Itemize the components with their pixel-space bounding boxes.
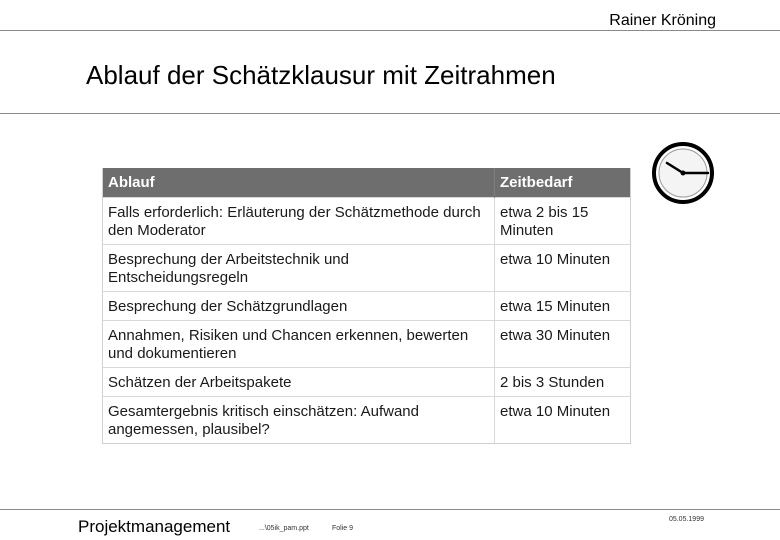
schedule-table <box>102 168 631 444</box>
time-cell: 2 bis 3 Stunden <box>495 368 631 397</box>
header-divider <box>0 30 780 31</box>
table-row <box>103 368 630 397</box>
step-cell: Besprechung der Schätzgrundlagen <box>103 292 495 321</box>
course-name: Projektmanagement <box>78 517 231 536</box>
slide-title: Ablauf der Schätzklausur mit Zeitrahmen <box>86 60 556 90</box>
title-divider <box>0 113 780 114</box>
slide-number: Folie 9 <box>332 525 354 532</box>
time-cell: etwa 10 Minuten <box>495 245 631 292</box>
time-cell: etwa 30 Minuten <box>495 321 631 368</box>
clock-icon <box>650 141 718 205</box>
slide-date: 05.05.1999 <box>668 516 704 523</box>
table-row <box>103 397 630 444</box>
column-header-ablauf: Ablauf <box>103 168 495 198</box>
footer-divider <box>0 509 780 510</box>
time-cell: etwa 2 bis 15 Minuten <box>495 198 631 245</box>
step-cell: Besprechung der Arbeitstechnik und Entscheidungsregeln <box>103 245 495 292</box>
time-cell: etwa 15 Minuten <box>495 292 631 321</box>
table-row <box>103 198 630 245</box>
table-row <box>103 245 630 292</box>
table-row <box>103 292 630 321</box>
step-cell: Gesamtergebnis kritisch einschätzen: Aufwand angemessen, plausibel? <box>103 397 495 444</box>
table-row <box>103 321 630 368</box>
time-cell: etwa 10 Minuten <box>495 397 631 444</box>
author-name: Rainer Kröning <box>609 12 716 29</box>
file-path: ...\05ik_pam.ppt <box>259 525 309 532</box>
step-cell: Falls erforderlich: Erläuterung der Schätzmethode durch den Moderator <box>103 198 495 245</box>
table-header-row <box>103 168 630 198</box>
step-cell: Annahmen, Risiken und Chancen erkennen, bewerten und dokumentieren <box>103 321 495 368</box>
column-header-zeitbedarf: Zeitbedarf <box>495 168 631 198</box>
step-cell: Schätzen der Arbeitspakete <box>103 368 495 397</box>
